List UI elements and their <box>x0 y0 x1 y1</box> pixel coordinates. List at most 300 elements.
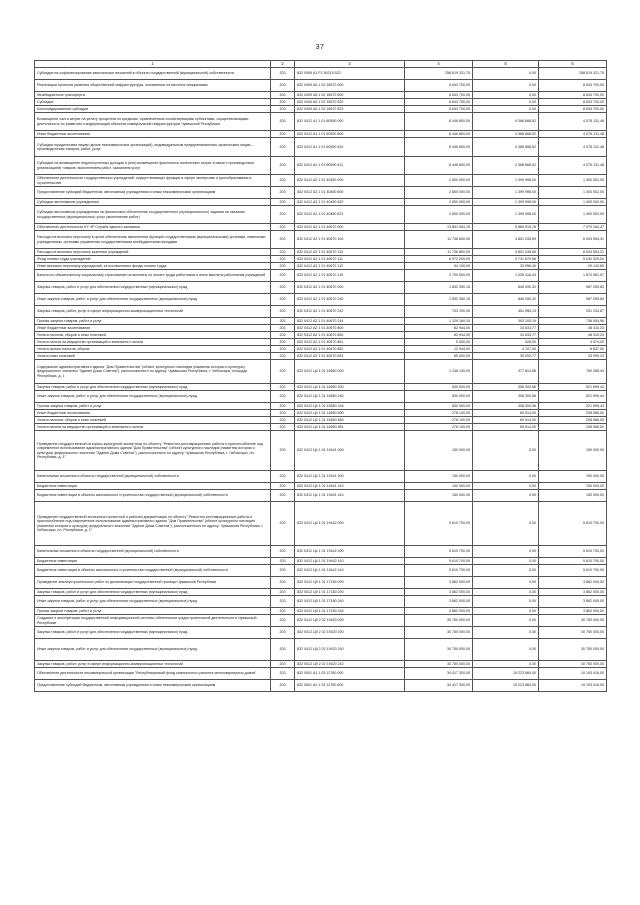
row-unexecuted-amount-cell: 8 643 700,00 <box>539 106 607 113</box>
row-approved-amount-cell: 150 000,00 <box>405 490 473 502</box>
row-name-cell: Закупка товаров, работ, услуг в сфере информационно-коммуникационных технологий <box>35 661 271 668</box>
row-name-cell: Взносы по обязательному социальному страхованию на выплаты по оплате труда работников и иные выплаты работникам учреждений <box>35 270 271 282</box>
row-executed-amount-cell: 0,00 <box>473 80 539 92</box>
row-executed-amount-cell: 1 399 998,00 <box>473 187 539 199</box>
table-row <box>35 138 607 157</box>
row-unexecuted-amount-cell: 208 586,00 <box>539 417 607 424</box>
row-approved-amount-cell: 150 000,00 <box>405 431 473 471</box>
row-unexecuted-amount-cell: 48 310,23 <box>539 332 607 339</box>
table-row <box>35 318 607 325</box>
table-row <box>35 424 607 431</box>
table-row <box>35 199 607 206</box>
row-line-code-cell: 203 <box>271 263 295 270</box>
row-name-cell: Капитальные вложения в объекты государственной (муниципальной) собственности <box>35 546 271 558</box>
row-name-cell: Создание и эксплуатация государственной информационной системы обеспечения градостроительной деятельности в Чувашской Республике <box>35 615 271 627</box>
row-unexecuted-amount-cell: 5 610 700,00 <box>539 558 607 565</box>
row-classification-code-cell: 832 0412 А2 1 01 40450 620 <box>295 199 405 206</box>
table-row <box>35 431 607 471</box>
row-approved-amount-cell: 8 643 700,00 <box>405 80 473 92</box>
row-classification-code-cell: 832 0409 А1 F1 50215 522 <box>295 68 405 80</box>
table-row <box>35 224 607 231</box>
table-row <box>35 80 607 92</box>
row-approved-amount-cell: 82 944,00 <box>405 325 473 332</box>
row-unexecuted-amount-cell: 258 619 321,75 <box>539 68 607 80</box>
table-row <box>35 68 607 80</box>
row-approved-amount-cell: 8 643 700,00 <box>405 92 473 99</box>
row-name-cell: Закупка товаров, работ и услуг для обеспечения государственных (муниципальных) нужд <box>35 282 271 294</box>
row-approved-amount-cell: 30 750 000,00 <box>405 639 473 661</box>
row-name-cell: Закупка товаров, работ и услуг для обеспечения государственных (муниципальных) нужд <box>35 384 271 391</box>
row-unexecuted-amount-cell: 5 610 700,00 <box>539 546 607 558</box>
row-approved-amount-cell: 8 643 700,00 <box>405 99 473 106</box>
row-executed-amount-cell: 4 107,00 <box>473 346 539 353</box>
row-line-code-cell: 203 <box>271 131 295 138</box>
row-approved-amount-cell: 278 100,00 <box>405 417 473 424</box>
row-approved-amount-cell: 5 000,00 <box>405 339 473 346</box>
row-classification-code-cell: 832 0412 А2 1 01 40670 244 <box>295 318 405 325</box>
row-line-code-cell: 203 <box>271 157 295 175</box>
row-name-cell: Реализация проектов развития общественной инфраструктуры, основанных на местных инициативах <box>35 80 271 92</box>
table-row <box>35 558 607 565</box>
row-executed-amount-cell: 0,00 <box>473 596 539 608</box>
row-classification-code-cell: 832 0412 Ц9 2 02 19420 242 <box>295 661 405 668</box>
row-executed-amount-cell: 0,00 <box>473 92 539 99</box>
row-approved-amount-cell: 5 610 700,00 <box>405 546 473 558</box>
row-unexecuted-amount-cell: 30 750 000,00 <box>539 639 607 661</box>
row-line-code-cell: 203 <box>271 270 295 282</box>
row-line-code-cell: 203 <box>271 113 295 131</box>
row-executed-amount-cell: 15 223 884,00 <box>473 680 539 692</box>
row-unexecuted-amount-cell: 3 862 000,00 <box>539 608 607 615</box>
row-line-code-cell: 203 <box>271 346 295 353</box>
row-approved-amount-cell: 3 862 000,00 <box>405 596 473 608</box>
row-executed-amount-cell: 15 223 884,00 <box>473 668 539 680</box>
row-name-cell: Субсидии автономным учреждениям <box>35 199 271 206</box>
row-name-cell: Иные закупки товаров, работ и услуг для обеспечения государственных (муниципальных) нужд <box>35 639 271 661</box>
row-executed-amount-cell: 0,00 <box>473 558 539 565</box>
row-classification-code-cell: 832 0412 А1 1 01 60590 000 <box>295 113 405 131</box>
table-row <box>35 332 607 339</box>
row-name-cell: Предоставление субсидий бюджетным, автономным учреждениям и иным некоммерческим организациям <box>35 187 271 199</box>
row-name-cell: Закупка товаров, работ и услуг для обеспечения государственных (муниципальных) нужд <box>35 589 271 596</box>
row-line-code-cell: 203 <box>271 92 295 99</box>
table-row <box>35 639 607 661</box>
row-approved-amount-cell: 82 944,00 <box>405 332 473 339</box>
row-name-cell: Иные закупки товаров, работ и услуг для обеспечения государственных (муниципальных) нужд <box>35 596 271 608</box>
table-row <box>35 471 607 483</box>
row-line-code-cell: 203 <box>271 256 295 263</box>
row-approved-amount-cell: 54 100,00 <box>405 263 473 270</box>
row-approved-amount-cell: 830 000,00 <box>405 384 473 391</box>
row-classification-code-cell: 832 0409 А5 1 02 16570 523 <box>295 106 405 113</box>
row-line-code-cell: 203 <box>271 661 295 668</box>
row-name-cell: Уплата прочих налогов, сборов <box>35 346 271 353</box>
row-approved-amount-cell: 1 832 350,15 <box>405 282 473 294</box>
row-approved-amount-cell: 8 972 200,00 <box>405 256 473 263</box>
row-line-code-cell: 203 <box>271 80 295 92</box>
row-line-code-cell: 203 <box>271 565 295 577</box>
table-row <box>35 231 607 249</box>
row-unexecuted-amount-cell: 6 934 554,31 <box>539 231 607 249</box>
row-approved-amount-cell: 150 000,00 <box>405 483 473 490</box>
row-classification-code-cell: 832 0412 Ц4 1 01 19442 000 <box>295 502 405 546</box>
row-executed-amount-cell: 0,00 <box>473 615 539 627</box>
row-classification-code-cell: 832 0412 А2 1 01 40670 240 <box>295 294 405 306</box>
row-line-code-cell: 203 <box>271 99 295 106</box>
row-unexecuted-amount-cell: 1 400 002,00 <box>539 206 607 224</box>
row-name-cell: Уплата налога на имущество организаций и земельного налога <box>35 424 271 431</box>
row-executed-amount-cell: 526,00 <box>473 339 539 346</box>
row-name-cell: Иные выплаты персоналу учреждений, за исключением фонда оплаты труда <box>35 263 271 270</box>
row-unexecuted-amount-cell: 4 474,00 <box>539 339 607 346</box>
table-row <box>35 187 607 199</box>
row-unexecuted-amount-cell: 1 674 081,57 <box>539 270 607 282</box>
row-name-cell: Межбюджетные трансферты <box>35 92 271 99</box>
row-line-code-cell: 203 <box>271 282 295 294</box>
row-classification-code-cell: 832 0409 А5 1 02 16570 500 <box>295 92 405 99</box>
row-line-code-cell: 203 <box>271 424 295 431</box>
row-executed-amount-cell: 0,00 <box>473 490 539 502</box>
row-unexecuted-amount-cell: 20 143,60 <box>539 263 607 270</box>
row-unexecuted-amount-cell: 8 643 700,00 <box>539 80 607 92</box>
row-approved-amount-cell: 3 862 000,00 <box>405 589 473 596</box>
row-approved-amount-cell: 278 100,00 <box>405 410 473 417</box>
row-unexecuted-amount-cell: 1 400 002,00 <box>539 175 607 187</box>
row-executed-amount-cell: 0,00 <box>473 106 539 113</box>
row-unexecuted-amount-cell: 208 586,00 <box>539 410 607 417</box>
row-unexecuted-amount-cell: 987 259,83 <box>539 282 607 294</box>
row-classification-code-cell: 832 0412 А2 1 01 40670 112 <box>295 263 405 270</box>
row-name-cell: Иные бюджетные ассигнования <box>35 131 271 138</box>
row-line-code-cell: 203 <box>271 615 295 627</box>
row-line-code-cell: 203 <box>271 175 295 187</box>
row-approved-amount-cell: 258 619 321,75 <box>405 68 473 80</box>
row-classification-code-cell: 832 0412 А2 1 01 40450 621 <box>295 206 405 224</box>
row-classification-code-cell: 832 0412 А2 1 01 40450 000 <box>295 175 405 187</box>
row-line-code-cell: 203 <box>271 431 295 471</box>
table-row <box>35 131 607 138</box>
row-name-cell: Прочая закупка товаров, работ и услуг <box>35 403 271 410</box>
row-classification-code-cell: 832 0412 Ц9 2 02 19420 240 <box>295 639 405 661</box>
row-name-cell: Иные закупки товаров, работ и услуг для обеспечения государственных (муниципальных) нужд <box>35 391 271 403</box>
row-name-cell: Обеспечение деятельности некоммерческой организации "Республиканский фонд капитального ремонта многоквартирных домов" <box>35 668 271 680</box>
row-classification-code-cell: 832 0412 А2 1 01 40670 100 <box>295 231 405 249</box>
row-classification-code-cell: 832 0412 Ц4 1 01 16550 851 <box>295 424 405 431</box>
row-unexecuted-amount-cell: 987 259,83 <box>539 294 607 306</box>
row-unexecuted-amount-cell: 19 193 416,00 <box>539 668 607 680</box>
row-approved-amount-cell: 1 129 160,15 <box>405 318 473 325</box>
row-line-code-cell: 203 <box>271 558 295 565</box>
table-row <box>35 206 607 224</box>
table-row <box>35 270 607 282</box>
row-unexecuted-amount-cell: 5 240 329,04 <box>539 256 607 263</box>
row-line-code-cell: 203 <box>271 391 295 403</box>
row-executed-amount-cell: 0,00 <box>473 639 539 661</box>
row-unexecuted-amount-cell: 3 862 000,00 <box>539 596 607 608</box>
table-row <box>35 282 607 294</box>
row-executed-amount-cell: 451 955,13 <box>473 306 539 318</box>
table-row <box>35 615 607 627</box>
row-name-cell: Расходы на выплаты персоналу казенных учреждений <box>35 249 271 256</box>
row-classification-code-cell: 832 0412 А2 1 01 40670 851 <box>295 339 405 346</box>
row-unexecuted-amount-cell: 1 400 002,00 <box>539 187 607 199</box>
row-executed-amount-cell: 0,00 <box>473 565 539 577</box>
row-unexecuted-amount-cell: 7 970 164,37 <box>539 224 607 231</box>
row-executed-amount-cell: 1 399 998,00 <box>473 206 539 224</box>
table-row <box>35 577 607 589</box>
row-classification-code-cell: 832 0412 А2 1 01 40670 852 <box>295 346 405 353</box>
row-approved-amount-cell: 34 417 300,00 <box>405 680 473 692</box>
row-line-code-cell: 203 <box>271 294 295 306</box>
row-line-code-cell: 203 <box>271 384 295 391</box>
table-row <box>35 391 607 403</box>
row-name-cell: Прочая закупка товаров, работ и услуг <box>35 318 271 325</box>
row-unexecuted-amount-cell: 8 837,00 <box>539 346 607 353</box>
row-unexecuted-amount-cell: 150 000,00 <box>539 471 607 483</box>
table-row <box>35 256 607 263</box>
row-approved-amount-cell: 30 750 000,00 <box>405 627 473 639</box>
row-name-cell: Проведение землеустроительных работ по делимитации государственной границы Чувашской Республики <box>35 577 271 589</box>
row-approved-amount-cell: 30 750 000,00 <box>405 661 473 668</box>
row-executed-amount-cell: 308 300,56 <box>473 384 539 391</box>
table-row <box>35 99 607 106</box>
row-classification-code-cell: 832 0412 Ц4 1 01 19442 410 <box>295 558 405 565</box>
row-name-cell: Содержание административного здания "Дом Правительства" (объект культурного наследия (памятник истории и культуры) федерального значения "Здание Дома Советов"), расположенного по адресу: Чувашская Республика, г. Чебоксары, площадь Республики, д. 1 <box>35 360 271 384</box>
row-unexecuted-amount-cell: 5 610 700,00 <box>539 565 607 577</box>
row-line-code-cell: 203 <box>271 306 295 318</box>
row-line-code-cell: 203 <box>271 325 295 332</box>
row-executed-amount-cell: 0,00 <box>473 546 539 558</box>
row-classification-code-cell: 832 0412 Ц4 1 01 16550 800 <box>295 410 405 417</box>
row-name-cell: Возмещение части затрат на уплату процентов по кредитам, привлеченным хозяйствующими субъектами, осуществляющими деятельность по развитию и модернизации объектов коммунальной инфраструктуры Чувашской Республики <box>35 113 271 131</box>
row-classification-code-cell: 832 0412 А2 1 01 40670 119 <box>295 270 405 282</box>
row-executed-amount-cell: 393 105,19 <box>473 318 539 325</box>
row-executed-amount-cell: 4 801 245,69 <box>473 249 539 256</box>
row-approved-amount-cell: 65 000,00 <box>405 353 473 360</box>
table-row <box>35 502 607 546</box>
row-name-cell: Иные бюджетные ассигнования <box>35 325 271 332</box>
row-name-cell: Закупка товаров, работ и услуг для обеспечения государственных (муниципальных) нужд <box>35 627 271 639</box>
row-executed-amount-cell: 0,00 <box>473 577 539 589</box>
row-unexecuted-amount-cell: 251 234,87 <box>539 306 607 318</box>
row-line-code-cell: 203 <box>271 608 295 615</box>
row-approved-amount-cell: 8 446 800,00 <box>405 138 473 157</box>
row-classification-code-cell: 832 0412 А2 1 01 40670 242 <box>295 306 405 318</box>
row-unexecuted-amount-cell: 34 999,23 <box>539 353 607 360</box>
row-approved-amount-cell: 2 800 000,00 <box>405 175 473 187</box>
row-executed-amount-cell: 3 731 870,96 <box>473 256 539 263</box>
table-row <box>35 546 607 558</box>
row-classification-code-cell: 832 0412 Ц9 2 02 19420 000 <box>295 615 405 627</box>
row-name-cell: Предоставление субсидий бюджетным, автономным учреждениям и иным некоммерческим организациям <box>35 680 271 692</box>
row-name-cell: Субсидии автономным учреждениям на финансовое обеспечение государственного (муниципального) задания на оказание государственных (муниципальных) услуг (выполнение работ) <box>35 206 271 224</box>
row-unexecuted-amount-cell: 30 750 000,00 <box>539 627 607 639</box>
row-executed-amount-cell: 4 368 668,52 <box>473 113 539 131</box>
row-name-cell: Субсидии <box>35 99 271 106</box>
row-name-cell: Уплата налога на имущество организаций и земельного налога <box>35 339 271 346</box>
row-unexecuted-amount-cell: 8 643 700,00 <box>539 92 607 99</box>
row-executed-amount-cell: 1 399 998,00 <box>473 199 539 206</box>
table-row <box>35 483 607 490</box>
row-executed-amount-cell: 4 368 668,52 <box>473 138 539 157</box>
row-line-code-cell: 203 <box>271 483 295 490</box>
table-row <box>35 175 607 187</box>
table-row <box>35 294 607 306</box>
row-unexecuted-amount-cell: 150 000,00 <box>539 431 607 471</box>
row-executed-amount-cell: 4 801 245,69 <box>473 231 539 249</box>
row-name-cell: Бюджетные инвестиции <box>35 558 271 565</box>
row-unexecuted-amount-cell: 521 699,44 <box>539 384 607 391</box>
row-classification-code-cell: 832 0412 Ц9 1 01 17180 240 <box>295 596 405 608</box>
row-unexecuted-amount-cell: 4 078 131,48 <box>539 157 607 175</box>
row-unexecuted-amount-cell: 5 610 700,00 <box>539 502 607 546</box>
row-classification-code-cell: 832 0412 Ц4 1 01 19441 000 <box>295 431 405 471</box>
row-classification-code-cell: 832 0409 А5 1 02 16570 000 <box>295 80 405 92</box>
row-name-cell: Консолидированные субсидии <box>35 106 271 113</box>
row-line-code-cell: 203 <box>271 639 295 661</box>
row-unexecuted-amount-cell: 150 000,00 <box>539 483 607 490</box>
row-line-code-cell: 203 <box>271 577 295 589</box>
row-unexecuted-amount-cell: 3 862 000,00 <box>539 577 607 589</box>
row-line-code-cell: 203 <box>271 360 295 384</box>
table-row <box>35 417 607 424</box>
row-classification-code-cell: 832 0412 Ц4 1 01 16550 244 <box>295 403 405 410</box>
table-row <box>35 157 607 175</box>
row-line-code-cell: 203 <box>271 187 295 199</box>
row-approved-amount-cell: 3 862 000,00 <box>405 608 473 615</box>
row-classification-code-cell: 832 0412 Ц4 1 01 19441 410 <box>295 483 405 490</box>
row-executed-amount-cell: 69 514,00 <box>473 410 539 417</box>
page-number: 37 <box>315 44 325 51</box>
row-line-code-cell: 203 <box>271 249 295 256</box>
row-executed-amount-cell: 377 814,56 <box>473 360 539 384</box>
table-row <box>35 263 607 270</box>
row-classification-code-cell: 832 0412 Ц4 1 01 16550 850 <box>295 417 405 424</box>
row-unexecuted-amount-cell: 30 750 000,00 <box>539 661 607 668</box>
row-executed-amount-cell: 0,00 <box>473 608 539 615</box>
row-approved-amount-cell: 2 800 000,00 <box>405 199 473 206</box>
table-row <box>35 325 607 332</box>
row-executed-amount-cell: 33 956,40 <box>473 263 539 270</box>
table-row <box>35 668 607 680</box>
row-executed-amount-cell: 34 633,77 <box>473 332 539 339</box>
row-classification-code-cell: 832 0412 Ц9 2 02 19420 200 <box>295 627 405 639</box>
row-approved-amount-cell: 3 862 000,00 <box>405 577 473 589</box>
row-unexecuted-amount-cell: 1 400 002,00 <box>539 199 607 206</box>
row-approved-amount-cell: 1 832 350,15 <box>405 294 473 306</box>
row-name-cell: Проведение государственной экспертизы проектной и рабочей документации по объекту "Ремонтно-реставрационные работы и приспособление под современное использование административного здания "Дом Правительства" (объект культурного наследия (памятник истории и культуры) федерального значения "Здание Дома Советов"), расположенного по адресу: Чувашская Республика, г. Чебоксары, пл. Республики, д. 1" <box>35 502 271 546</box>
row-name-cell: Прочая закупка товаров, работ и услуг <box>35 608 271 615</box>
row-line-code-cell: 203 <box>271 403 295 410</box>
row-name-cell: Иные закупки товаров, работ и услуг для обеспечения государственных (муниципальных) нужд <box>35 294 271 306</box>
row-executed-amount-cell: 1 035 418,43 <box>473 270 539 282</box>
row-executed-amount-cell: 1 399 998,00 <box>473 175 539 187</box>
row-executed-amount-cell: 0,00 <box>473 68 539 80</box>
row-approved-amount-cell: 8 643 700,00 <box>405 106 473 113</box>
row-classification-code-cell: 832 0412 А2 1 01 40450 600 <box>295 187 405 199</box>
row-unexecuted-amount-cell: 30 750 000,00 <box>539 615 607 627</box>
row-executed-amount-cell: 845 090,32 <box>473 282 539 294</box>
row-approved-amount-cell: 2 800 000,00 <box>405 206 473 224</box>
row-line-code-cell: 203 <box>271 332 295 339</box>
row-approved-amount-cell: 12 944,00 <box>405 346 473 353</box>
column-header: 1 <box>35 61 271 68</box>
row-executed-amount-cell: 0,00 <box>473 589 539 596</box>
row-name-cell: Субсидии юридическим лицам (кроме некоммерческих организаций), индивидуальным предпринимателям, физическим лицам – производителям товаров, работ, услуг <box>35 138 271 157</box>
row-unexecuted-amount-cell: 760 285,44 <box>539 360 607 384</box>
row-name-cell: Субсидии на возмещение недополученных доходов и (или) возмещение фактически понесенных затрат в связи с производством (реализацией) товаров, выполнением работ, оказанием услуг <box>35 157 271 175</box>
table-row <box>35 106 607 113</box>
row-classification-code-cell: 832 0412 А2 1 01 40670 200 <box>295 282 405 294</box>
row-line-code-cell: 203 <box>271 106 295 113</box>
row-line-code-cell: 203 <box>271 353 295 360</box>
row-classification-code-cell: 832 0412 А2 1 01 40670 110 <box>295 249 405 256</box>
row-name-cell: Уплата налогов, сборов и иных платежей <box>35 332 271 339</box>
table-row <box>35 596 607 608</box>
row-line-code-cell: 203 <box>271 206 295 224</box>
table-row <box>35 306 607 318</box>
row-classification-code-cell: 832 0412 А2 1 01 40670 111 <box>295 256 405 263</box>
row-unexecuted-amount-cell: 4 078 131,48 <box>539 138 607 157</box>
row-line-code-cell: 203 <box>271 471 295 483</box>
row-unexecuted-amount-cell: 4 078 131,48 <box>539 113 607 131</box>
row-line-code-cell: 203 <box>271 318 295 325</box>
row-executed-amount-cell: 30 000,77 <box>473 353 539 360</box>
row-line-code-cell: 203 <box>271 668 295 680</box>
column-header: 2 <box>271 61 295 68</box>
table-row <box>35 608 607 615</box>
row-approved-amount-cell: 5 610 700,00 <box>405 502 473 546</box>
row-name-cell: Закупка товаров, работ, услуг в сфере информационно-коммуникационных технологий <box>35 306 271 318</box>
row-classification-code-cell: 832 0412 Ц4 1 01 16550 000 <box>295 360 405 384</box>
row-name-cell: Бюджетные инвестиции <box>35 483 271 490</box>
row-unexecuted-amount-cell: 48 310,23 <box>539 325 607 332</box>
table-row <box>35 661 607 668</box>
row-approved-amount-cell: 30 750 000,00 <box>405 615 473 627</box>
row-classification-code-cell: 832 0412 Ц9 1 01 17180 244 <box>295 608 405 615</box>
row-executed-amount-cell: 34 633,77 <box>473 325 539 332</box>
row-classification-code-cell: 832 0412 Ц9 1 01 17180 000 <box>295 577 405 589</box>
row-approved-amount-cell: 2 709 500,00 <box>405 270 473 282</box>
row-approved-amount-cell: 5 610 700,00 <box>405 565 473 577</box>
row-executed-amount-cell: 0,00 <box>473 471 539 483</box>
row-line-code-cell: 203 <box>271 417 295 424</box>
row-classification-code-cell: 832 0412 А1 1 01 60590 810 <box>295 138 405 157</box>
table-row <box>35 113 607 131</box>
row-approved-amount-cell: 278 100,00 <box>405 424 473 431</box>
table-row <box>35 339 607 346</box>
table-row <box>35 627 607 639</box>
column-header: 5 <box>473 61 539 68</box>
row-line-code-cell: 203 <box>271 627 295 639</box>
row-executed-amount-cell: 0,00 <box>473 661 539 668</box>
row-classification-code-cell: 832 0412 Ц4 1 01 16550 200 <box>295 384 405 391</box>
row-name-cell: Расходы на выплаты персоналу в целях обеспечения выполнения функций государственными (муниципальными) органами, казенными учреждениями, органами управления государственными внебюджетными фондами <box>35 231 271 249</box>
column-header: 6 <box>539 61 607 68</box>
row-line-code-cell: 203 <box>271 68 295 80</box>
row-classification-code-cell: 832 0501 А1 1 03 12760 600 <box>295 680 405 692</box>
row-unexecuted-amount-cell: 521 699,44 <box>539 403 607 410</box>
row-unexecuted-amount-cell: 8 643 700,00 <box>539 99 607 106</box>
row-classification-code-cell: 832 0412 Ц4 1 01 19442 400 <box>295 546 405 558</box>
row-unexecuted-amount-cell: 736 054,96 <box>539 318 607 325</box>
row-unexecuted-amount-cell: 4 078 131,48 <box>539 131 607 138</box>
row-executed-amount-cell: 5 880 919,78 <box>473 224 539 231</box>
row-classification-code-cell: 832 0412 Ц4 1 01 19442 414 <box>295 565 405 577</box>
budget-execution-table <box>34 60 607 692</box>
row-approved-amount-cell: 8 446 800,00 <box>405 113 473 131</box>
row-executed-amount-cell: 69 514,00 <box>473 424 539 431</box>
